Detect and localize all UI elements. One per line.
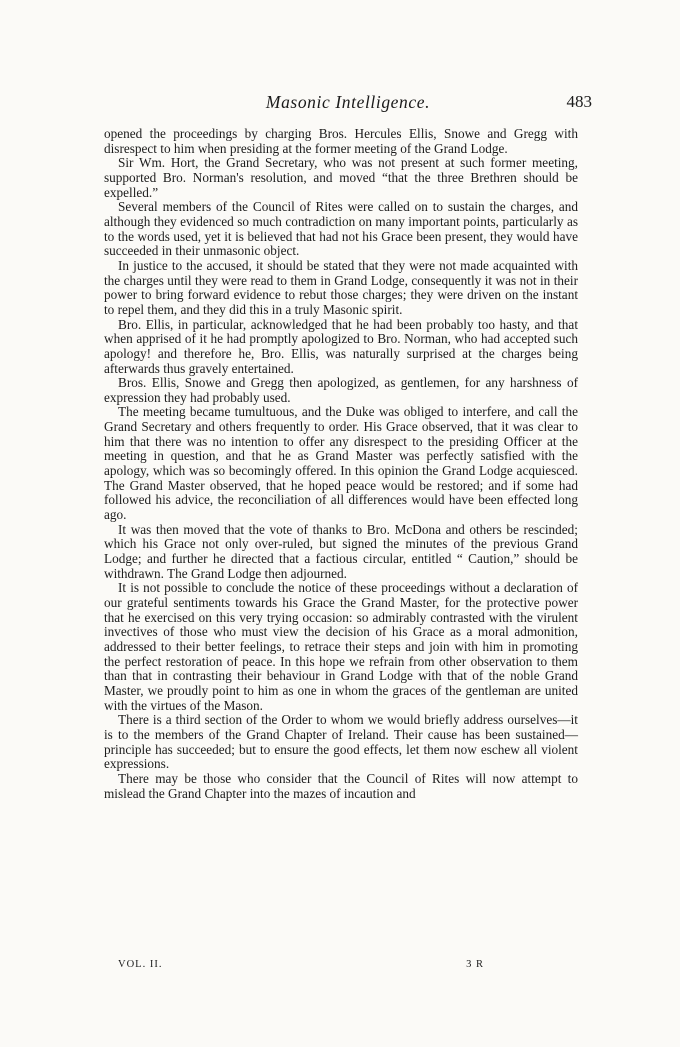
volume-mark: VOL. II. xyxy=(118,959,163,970)
paragraph-3: Several members of the Council of Rites were called on to sustain the charges, and although they evidenced so much contradiction on many important points, particularly as to the words used, yet it is believed that had not his Grace been present, they would have succeeded in their unmasonic object. xyxy=(104,199,578,259)
paragraph-8: It was then moved that the vote of thanks to Bro. McDona and others be rescinded; which his Grace not only over-ruled, but signed the minutes of the previous Grand Lodge; and further he directed that a factious circular, entitled “ Caution,” should be withdrawn. The Grand Lodge then adjourned. xyxy=(104,521,578,581)
paragraph-11: There may be those who consider that the Council of Rites will now attempt to mislead the Grand Chapter into the mazes of incaution and xyxy=(104,770,578,801)
running-head xyxy=(104,92,592,118)
signature-mark: 3 R xyxy=(466,959,484,970)
paragraph-10: There is a third section of the Order to whom we would briefly address ourselves—it is to the members of the Grand Chapter of Ireland. Their cause has been sustained—principle has succeeded; but to ensure the good effects, let them now eschew all violent expressions. xyxy=(104,712,578,772)
running-title: Masonic Intelligence. xyxy=(265,92,431,112)
paragraph-6: Bros. Ellis, Snowe and Gregg then apologized, as gentlemen, for any harshness of expression they had probably used. xyxy=(104,375,578,405)
paragraph-4: In justice to the accused, it should be stated that they were not made acquainted with the charges until they were read to them in Grand Lodge, consequently it was not in their power to bring forward evidence to rebut those charges; they were driven on the instant to repel them, and they did this in a truly Masonic spirit. xyxy=(104,257,578,317)
article-body xyxy=(104,127,578,801)
paragraph-5: Bro. Ellis, in particular, acknowledged that he had been probably too hasty, and that when apprised of it he had promptly apologized to Bro. Norman, who had accepted such apology! and therefore he, Bro. Ellis, was naturally surprised at the charges being afterwards thus gravely entertained. xyxy=(104,316,578,376)
paragraph-9: It is not possible to conclude the notice of these proceedings without a declaration of our grateful sentiments towards his Grace the Grand Master, for the protective power that he exercised on this very trying occasion: so admirably contrasted with the virulent invectives of those who must view the decision of his Grace as a moral admonition, addressed to their better feelings, to retrace their steps and join with him in promoting the perfect restoration of peace. In this hope we refrain from other observation to them than that in contrasting their behaviour in Grand Lodge with that of the noble Grand Master, we proudly point to him as one in whom the graces of the gentleman are united with the virtues of the Mason. xyxy=(104,580,578,713)
paragraph-7: The meeting became tumultuous, and the Duke was obliged to interfere, and call the Grand Secretary and others frequently to order. His Grace observed, that it was clear to him that there was no intention to offer any disrespect to the presiding Officer at the meeting in question, and that he as Grand Master was perfectly satisfied with the apology, which was so becomingly offered. In this opinion the Grand Lodge acquiesced. The Grand Master observed, that he hoped peace would be restored; and if some had followed his advice, the reconciliation of all differences would have been effected long ago. xyxy=(104,404,578,523)
paragraph-1: opened the proceedings by charging Bros. Hercules Ellis, Snowe and Gregg with disrespect to him when presiding at the former meeting of the Grand Lodge. xyxy=(104,126,578,156)
page-number: 483 xyxy=(566,92,592,111)
page-footer xyxy=(104,959,578,975)
paragraph-2: Sir Wm. Hort, the Grand Secretary, who was not present at such former meeting, supported Bro. Norman's resolution, and moved “that the three Brethren should be expelled.” xyxy=(104,155,578,200)
